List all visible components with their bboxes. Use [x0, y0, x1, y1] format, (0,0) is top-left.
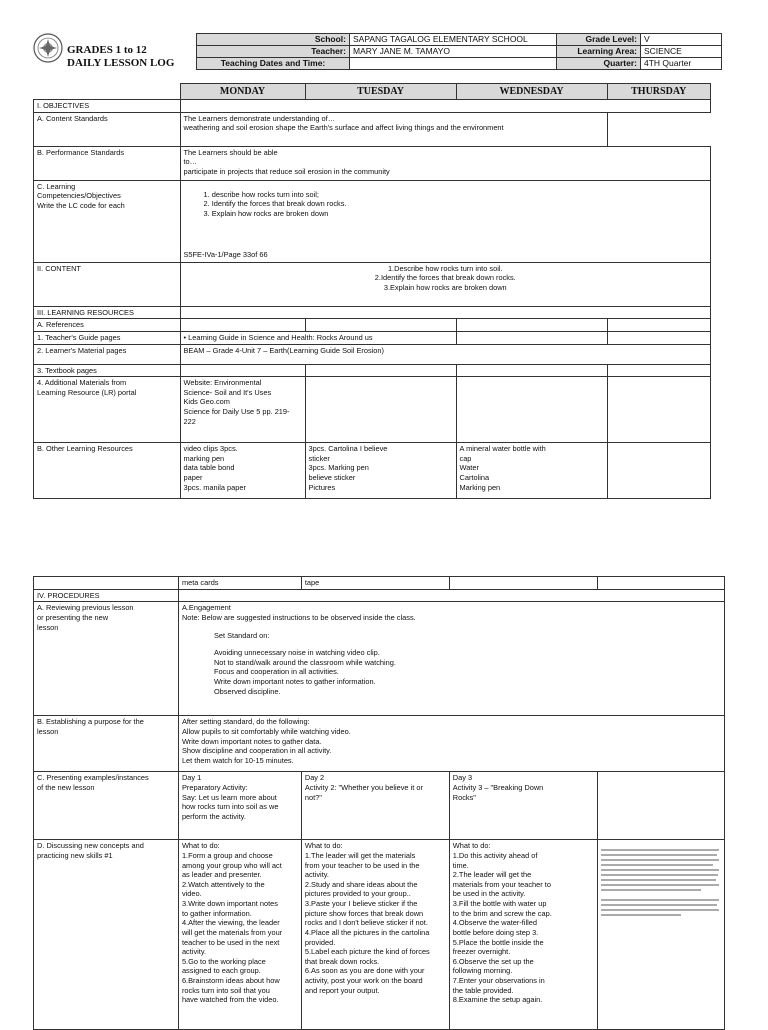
teaching-dates-value: [350, 58, 557, 70]
presenting-examples-wednesday: Day 3 Activity 3 – "Breaking Down Rocks": [449, 772, 597, 840]
content-standards-label: A. Content Standards: [34, 112, 181, 146]
discussing-concepts-monday: What to do: 1.Form a group and choose among your group who will act as leader and presenter. 2.Watch attentively to the video. 3.Write down important notes to gather information. 4.After the viewing, the leader will get the materials from your teacher to be used in the next activity. 5.Go to the working place assigned to each group. 6.Brainstorm ideas about how rocks turn into soil that you have watched from the video.: [178, 840, 301, 1030]
discussing-concepts-label: D. Discussing new concepts and practicing new skills #1: [34, 840, 179, 1030]
teaching-dates-label: Teaching Dates and Time:: [197, 58, 350, 70]
background-text-thumbnail: [601, 847, 721, 927]
performance-standards-text: The Learners should be able to… participate in projects that reduce soil erosion in the community: [180, 146, 711, 180]
presenting-examples-label: C. Presenting examples/instances of the new lesson: [34, 772, 179, 840]
continued-resources-tuesday: tape: [301, 577, 449, 590]
other-resources-monday: video clips 3pcs. marking pen data table bond paper 3pcs. manila paper: [180, 443, 305, 499]
reference-text-image: [598, 840, 725, 1030]
content-standards-text: The Learners demonstrate understanding of… weathering and soil erosion shape the Earth's surface and affect living things and the environment: [180, 112, 607, 146]
school-value: SAPANG TAGALOG ELEMENTARY SCHOOL: [350, 34, 557, 46]
engagement-text: A.Engagement Note: Below are suggested instructions to be observed inside the class.: [181, 603, 416, 622]
learners-material-label: 2. Learner's Material pages: [34, 344, 181, 364]
presenting-examples-monday: Day 1 Preparatory Activity: Say: Let us learn more about how rocks turn into soil as we perform the activity.: [178, 772, 301, 840]
standards-list: Avoiding unnecessary noise in watching video clip. Not to stand/walk around the classroom while watching. Focus and cooperation in all activities. Write down important notes to gather information. Observed discipline.: [213, 648, 396, 696]
grades-title: GRADES 1 to 12: [67, 44, 147, 56]
teacher-label: Teacher:: [197, 46, 350, 58]
daily-lesson-log-title: DAILY LESSON LOG: [67, 57, 175, 69]
learning-area-value: SCIENCE: [641, 46, 722, 58]
teachers-guide-label: 1. Teacher's Guide pages: [34, 331, 181, 344]
content-text: 1.Describe how rocks turn into soil. 2.Identify the forces that break down rocks. 3.Explain how rocks are broken down: [180, 262, 711, 306]
other-resources-label: B. Other Learning Resources: [34, 443, 181, 499]
presenting-examples-tuesday: Day 2 Activity 2: "Whether you believe it or not?": [301, 772, 449, 840]
other-resources-tuesday: 3pcs. Cartolina I believe sticker 3pcs. Marking pen believe sticker Pictures: [305, 443, 456, 499]
teachers-guide-value: • Learning Guide in Science and Health: Rocks Around us: [180, 331, 456, 344]
discussing-concepts-tuesday: What to do: 1.The leader will get the materials from your teacher to be used in the activity. 2.Study and share ideas about the pictures provided to your group.. 3.Paste your I believe sticker if the picture show forces that break down rocks and I don't believe sticker if not. 4.Place all the pictures in the cartolina provided. 5.Label each picture the kind of forces that break down rocks. 6.As soon as you are done with your activity, post your work on the board and report your output.: [301, 840, 449, 1030]
content-heading: II. CONTENT: [34, 262, 181, 306]
learning-area-label: Learning Area:: [557, 46, 641, 58]
quarter-value: 4TH Quarter: [641, 58, 722, 70]
day-header-tuesday: TUESDAY: [305, 84, 456, 100]
grade-level-label: Grade Level:: [557, 34, 641, 46]
competency-item: 2. Identify the forces that break down rocks.: [203, 199, 347, 209]
objectives-heading: I. OBJECTIVES: [34, 100, 181, 113]
quarter-label: Quarter:: [557, 58, 641, 70]
reviewing-lesson-label: A. Reviewing previous lesson or presenting the new lesson: [34, 602, 179, 716]
teacher-value: MARY JANE M. TAMAYO: [350, 46, 557, 58]
textbook-pages-label: 3. Textbook pages: [34, 364, 181, 377]
deped-seal-icon: [33, 33, 63, 63]
set-standard-label: Set Standard on:: [213, 630, 270, 640]
references-label: A. References: [34, 319, 181, 332]
lc-code: S5FE-IVa-1/Page 33of 66: [183, 250, 268, 259]
discussing-concepts-wednesday: What to do: 1.Do this activity ahead of time. 2.The leader will get the materials from your teacher to be used in the activity. 3.Fill the bottle with water up to the brim and screw the cap. 4.Observe the water-filled bottle before doing step 3. 5.Place the bottle inside the freezer overnight. 6.Observe the set up the following morning. 7.Enter your observations in the table provided. 8.Examine the setup again.: [449, 840, 597, 1030]
competency-item: 1. describe how rocks turn into soil;: [203, 189, 319, 199]
day-header-wednesday: WEDNESDAY: [456, 84, 607, 100]
lesson-log-table: [33, 83, 711, 499]
learners-material-value: BEAM – Grade 4-Unit 7 – Earth(Learning Guide Soil Erosion): [180, 344, 711, 364]
continued-resources-monday: meta cards: [178, 577, 301, 590]
school-label: School:: [197, 34, 350, 46]
additional-materials-label: 4. Additional Materials from Learning Resource (LR) portal: [34, 377, 181, 443]
additional-materials-value: Website: Environmental Science- Soil and It's Uses Kids Geo.com Science for Daily Use 5 pp. 219- 222: [180, 377, 305, 443]
procedures-table: [33, 576, 725, 1030]
establishing-purpose-text: After setting standard, do the following: Allow pupils to sit comfortably while watching video. Write down important notes to gather data. Show discipline and cooperation in all activity. Let them watch for 10-15 minutes.: [178, 716, 724, 772]
grade-level-value: V: [641, 34, 722, 46]
competencies-cell: [180, 180, 711, 262]
procedures-heading: IV. PROCEDURES: [34, 589, 179, 602]
header-info-table: [196, 33, 722, 70]
learning-resources-heading: III. LEARNING RESOURCES: [34, 306, 181, 319]
competencies-label: C. Learning Competencies/Objectives Write the LC code for each: [34, 180, 181, 262]
day-header-thursday: THURSDAY: [607, 84, 711, 100]
day-header-monday: MONDAY: [180, 84, 305, 100]
competency-item: 3. Explain how rocks are broken down: [203, 208, 329, 218]
establishing-purpose-label: B. Establishing a purpose for the lesson: [34, 716, 179, 772]
engagement-cell: [178, 602, 724, 716]
performance-standards-label: B. Performance Standards: [34, 146, 181, 180]
other-resources-wednesday: A mineral water bottle with cap Water Cartolina Marking pen: [456, 443, 607, 499]
